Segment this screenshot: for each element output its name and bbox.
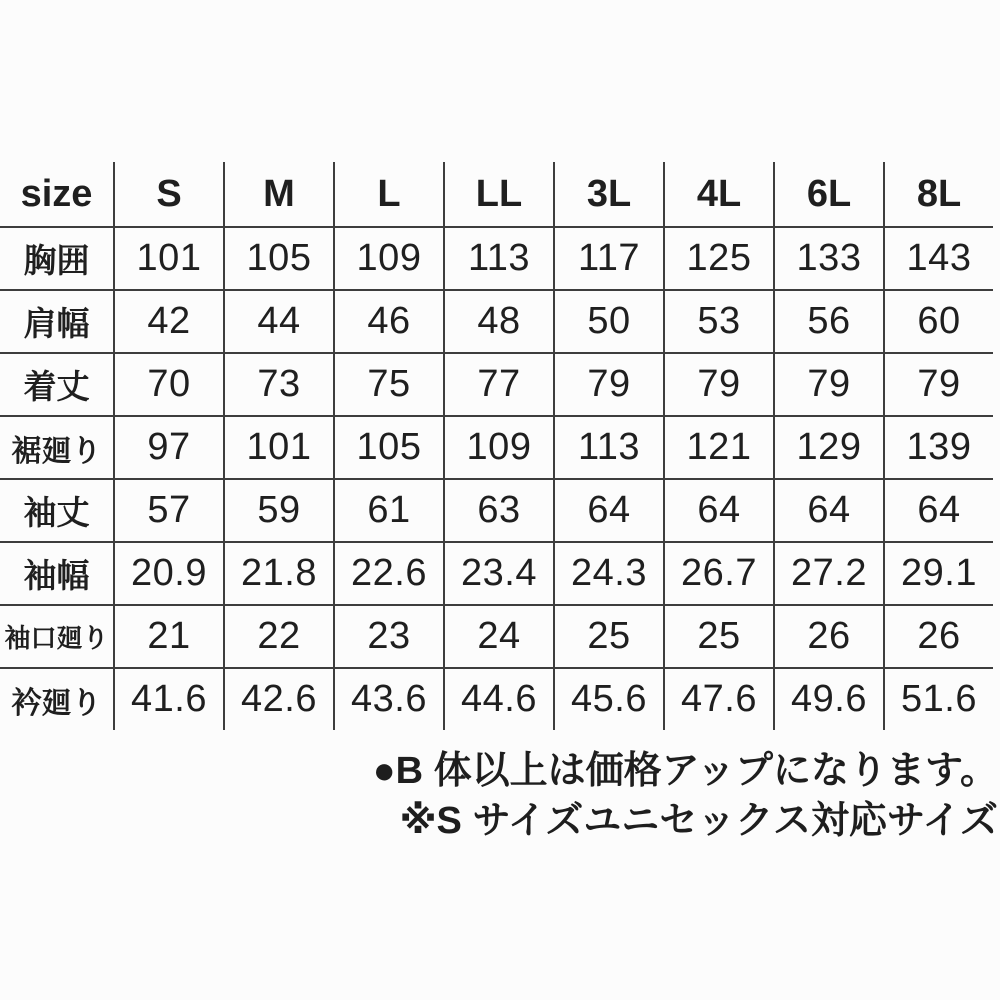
table-cell: 143 (883, 226, 993, 289)
table-cell: 21 (113, 604, 223, 667)
table-cell: 63 (443, 478, 553, 541)
table-cell: 101 (113, 226, 223, 289)
table-cell: 26.7 (663, 541, 773, 604)
table-cell: 23.4 (443, 541, 553, 604)
table-cell: 70 (113, 352, 223, 415)
row-label: 袖口廻り (0, 604, 113, 667)
table-cell: 79 (553, 352, 663, 415)
table-cell: 20.9 (113, 541, 223, 604)
table-cell: 50 (553, 289, 663, 352)
table-cell: 24.3 (553, 541, 663, 604)
table-cell: 125 (663, 226, 773, 289)
column-header: 6L (773, 162, 883, 226)
table-cell: 43.6 (333, 667, 443, 730)
table-cell: 26 (883, 604, 993, 667)
footnote-unisex: ※S サイズユニセックス対応サイズ (399, 800, 998, 842)
table-cell: 21.8 (223, 541, 333, 604)
table-cell: 109 (443, 415, 553, 478)
table-cell: 79 (883, 352, 993, 415)
table-cell: 79 (663, 352, 773, 415)
column-header: S (113, 162, 223, 226)
row-label: 袖丈 (0, 478, 113, 541)
table-row (0, 352, 993, 415)
table-cell: 113 (553, 415, 663, 478)
row-label: 袖幅 (0, 541, 113, 604)
table-cell: 41.6 (113, 667, 223, 730)
table-cell: 64 (883, 478, 993, 541)
row-label: 胸囲 (0, 226, 113, 289)
corner-header-size: size (20, 172, 93, 215)
row-label: 裾廻り (0, 415, 113, 478)
table-row (0, 541, 993, 604)
table-cell: 101 (223, 415, 333, 478)
row-label: 衿廻り (0, 667, 113, 730)
table-row (0, 478, 993, 541)
table-cell: 105 (223, 226, 333, 289)
footnote-price-up: ●B 体以上は価格アップになります。 (372, 750, 998, 792)
table-cell: 79 (773, 352, 883, 415)
table-cell: 61 (333, 478, 443, 541)
table-row (0, 415, 993, 478)
table-cell: 59 (223, 478, 333, 541)
column-header: 8L (883, 162, 993, 226)
table-row (0, 226, 993, 289)
table-cell: 73 (223, 352, 333, 415)
table-body (0, 226, 993, 730)
table-cell: 64 (553, 478, 663, 541)
table-cell: 26 (773, 604, 883, 667)
table-cell: 42 (113, 289, 223, 352)
table-cell: 77 (443, 352, 553, 415)
table-cell: 48 (443, 289, 553, 352)
table-cell: 22 (223, 604, 333, 667)
table-cell: 56 (773, 289, 883, 352)
header-row (0, 162, 993, 226)
column-header: M (223, 162, 333, 226)
table-cell: 51.6 (883, 667, 993, 730)
table-cell: 139 (883, 415, 993, 478)
table-cell: 117 (553, 226, 663, 289)
footnotes (373, 746, 998, 846)
table-cell: 25 (663, 604, 773, 667)
table-cell: 129 (773, 415, 883, 478)
size-chart-table (0, 162, 993, 730)
table-cell: 44 (223, 289, 333, 352)
table-cell: 44.6 (443, 667, 553, 730)
table-cell: 45.6 (553, 667, 663, 730)
table-cell: 64 (663, 478, 773, 541)
table-cell: 49.6 (773, 667, 883, 730)
table-cell: 133 (773, 226, 883, 289)
column-header: 3L (553, 162, 663, 226)
column-header: LL (443, 162, 553, 226)
table-cell: 64 (773, 478, 883, 541)
table-cell: 27.2 (773, 541, 883, 604)
table-row (0, 667, 993, 730)
table-cell: 47.6 (663, 667, 773, 730)
table-cell: 57 (113, 478, 223, 541)
table-cell: 25 (553, 604, 663, 667)
table-cell: 113 (443, 226, 553, 289)
table-cell: 60 (883, 289, 993, 352)
row-label: 着丈 (0, 352, 113, 415)
table-row (0, 604, 993, 667)
table-cell: 97 (113, 415, 223, 478)
column-header: L (333, 162, 443, 226)
table-cell: 42.6 (223, 667, 333, 730)
table-cell: 29.1 (883, 541, 993, 604)
table-cell: 121 (663, 415, 773, 478)
table-cell: 105 (333, 415, 443, 478)
column-header: 4L (663, 162, 773, 226)
table-cell: 46 (333, 289, 443, 352)
table-cell: 24 (443, 604, 553, 667)
table-cell: 22.6 (333, 541, 443, 604)
table-row (0, 289, 993, 352)
table-cell: 109 (333, 226, 443, 289)
table-cell: 53 (663, 289, 773, 352)
table-cell: 75 (333, 352, 443, 415)
row-label: 肩幅 (0, 289, 113, 352)
table-cell: 23 (333, 604, 443, 667)
